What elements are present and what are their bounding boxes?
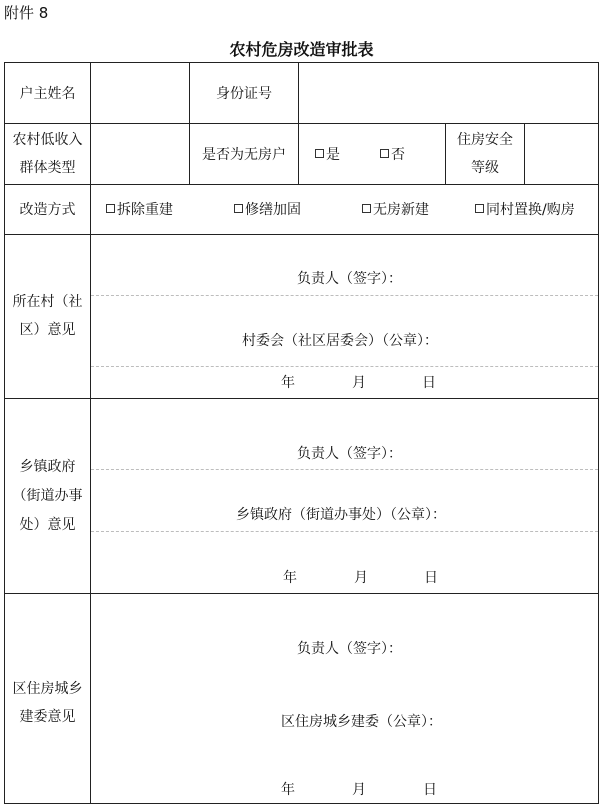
column-divider <box>189 63 190 184</box>
label-no-house-question: 是否为无房户 <box>202 147 286 163</box>
checkbox-icon[interactable] <box>380 149 389 158</box>
label-low-income-type-line2: 群体类型 <box>19 160 76 176</box>
label-housing-safety-line2: 等级 <box>471 160 499 176</box>
row-divider <box>5 184 598 185</box>
dashed-rule <box>91 295 598 296</box>
label-township-opinion-line1: 乡镇政府 <box>19 459 76 475</box>
label-village-opinion-line2: 区）意见 <box>19 322 76 338</box>
dashed-rule <box>91 469 598 470</box>
row-divider <box>5 398 598 399</box>
method-label: 拆除重建 <box>117 202 173 218</box>
township-date-month: 月 <box>354 570 368 586</box>
option-method-repair[interactable] <box>234 201 301 219</box>
village-date-day: 日 <box>422 375 436 391</box>
district-date-year: 年 <box>281 782 295 798</box>
method-label: 无房新建 <box>373 202 429 218</box>
label-low-income-type-line1: 农村低收入 <box>12 132 83 148</box>
township-date-year: 年 <box>283 570 297 586</box>
approval-table <box>4 62 599 804</box>
township-date-day: 日 <box>424 570 438 586</box>
label-housing-safety-line1: 住房安全 <box>457 132 513 148</box>
option-no-label: 否 <box>391 147 405 163</box>
label-renovation-method: 改造方式 <box>19 202 76 218</box>
label-village-opinion-line1: 所在村（社 <box>12 294 83 310</box>
district-date-month: 月 <box>352 782 366 798</box>
label-id-number: 身份证号 <box>216 86 272 102</box>
option-yes[interactable] <box>315 146 340 164</box>
method-label: 同村置换/购房 <box>486 202 575 218</box>
option-yes-label: 是 <box>326 147 340 163</box>
checkbox-icon[interactable] <box>106 204 115 213</box>
household-head-name-field[interactable] <box>91 73 188 113</box>
id-number-field[interactable] <box>299 73 597 113</box>
village-signer-line: 负责人（签字）： <box>297 271 402 287</box>
village-seal-line: 村委会（社区居委会）（公章）： <box>242 333 438 349</box>
checkbox-icon[interactable] <box>475 204 484 213</box>
village-date-year: 年 <box>281 375 295 391</box>
checkbox-icon[interactable] <box>234 204 243 213</box>
option-method-new-build[interactable] <box>362 201 429 219</box>
township-seal-line: 乡镇政府（街道办事处）（公章）： <box>236 507 446 523</box>
housing-safety-field[interactable] <box>525 127 597 181</box>
row-divider <box>5 234 598 235</box>
low-income-type-field[interactable] <box>91 127 188 181</box>
label-township-opinion-line2: （街道办事 <box>12 488 83 504</box>
village-date-month: 月 <box>352 375 366 391</box>
dashed-rule <box>91 366 598 367</box>
option-method-swap-purchase[interactable] <box>475 201 575 219</box>
label-township-opinion-line3: 处）意见 <box>19 517 76 533</box>
form-title: 农村危房改造审批表 <box>229 40 374 59</box>
checkbox-icon[interactable] <box>315 149 324 158</box>
label-household-head-name: 户主姓名 <box>19 86 76 102</box>
checkbox-icon[interactable] <box>362 204 371 213</box>
district-date-day: 日 <box>423 782 437 798</box>
row-divider <box>5 593 598 594</box>
option-method-rebuild[interactable] <box>106 201 173 219</box>
row-divider <box>5 123 598 124</box>
method-label: 修缮加固 <box>245 202 301 218</box>
option-no[interactable] <box>380 146 405 164</box>
township-signer-line: 负责人（签字）： <box>297 446 402 462</box>
label-district-opinion-line2: 建委意见 <box>19 709 76 725</box>
dashed-rule <box>91 531 598 532</box>
attachment-label: 附件 8 <box>4 4 49 22</box>
label-district-opinion-line1: 区住房城乡 <box>12 681 83 697</box>
district-signer-line: 负责人（签字）： <box>297 641 402 657</box>
district-seal-line: 区住房城乡建委（公章）： <box>281 714 442 730</box>
